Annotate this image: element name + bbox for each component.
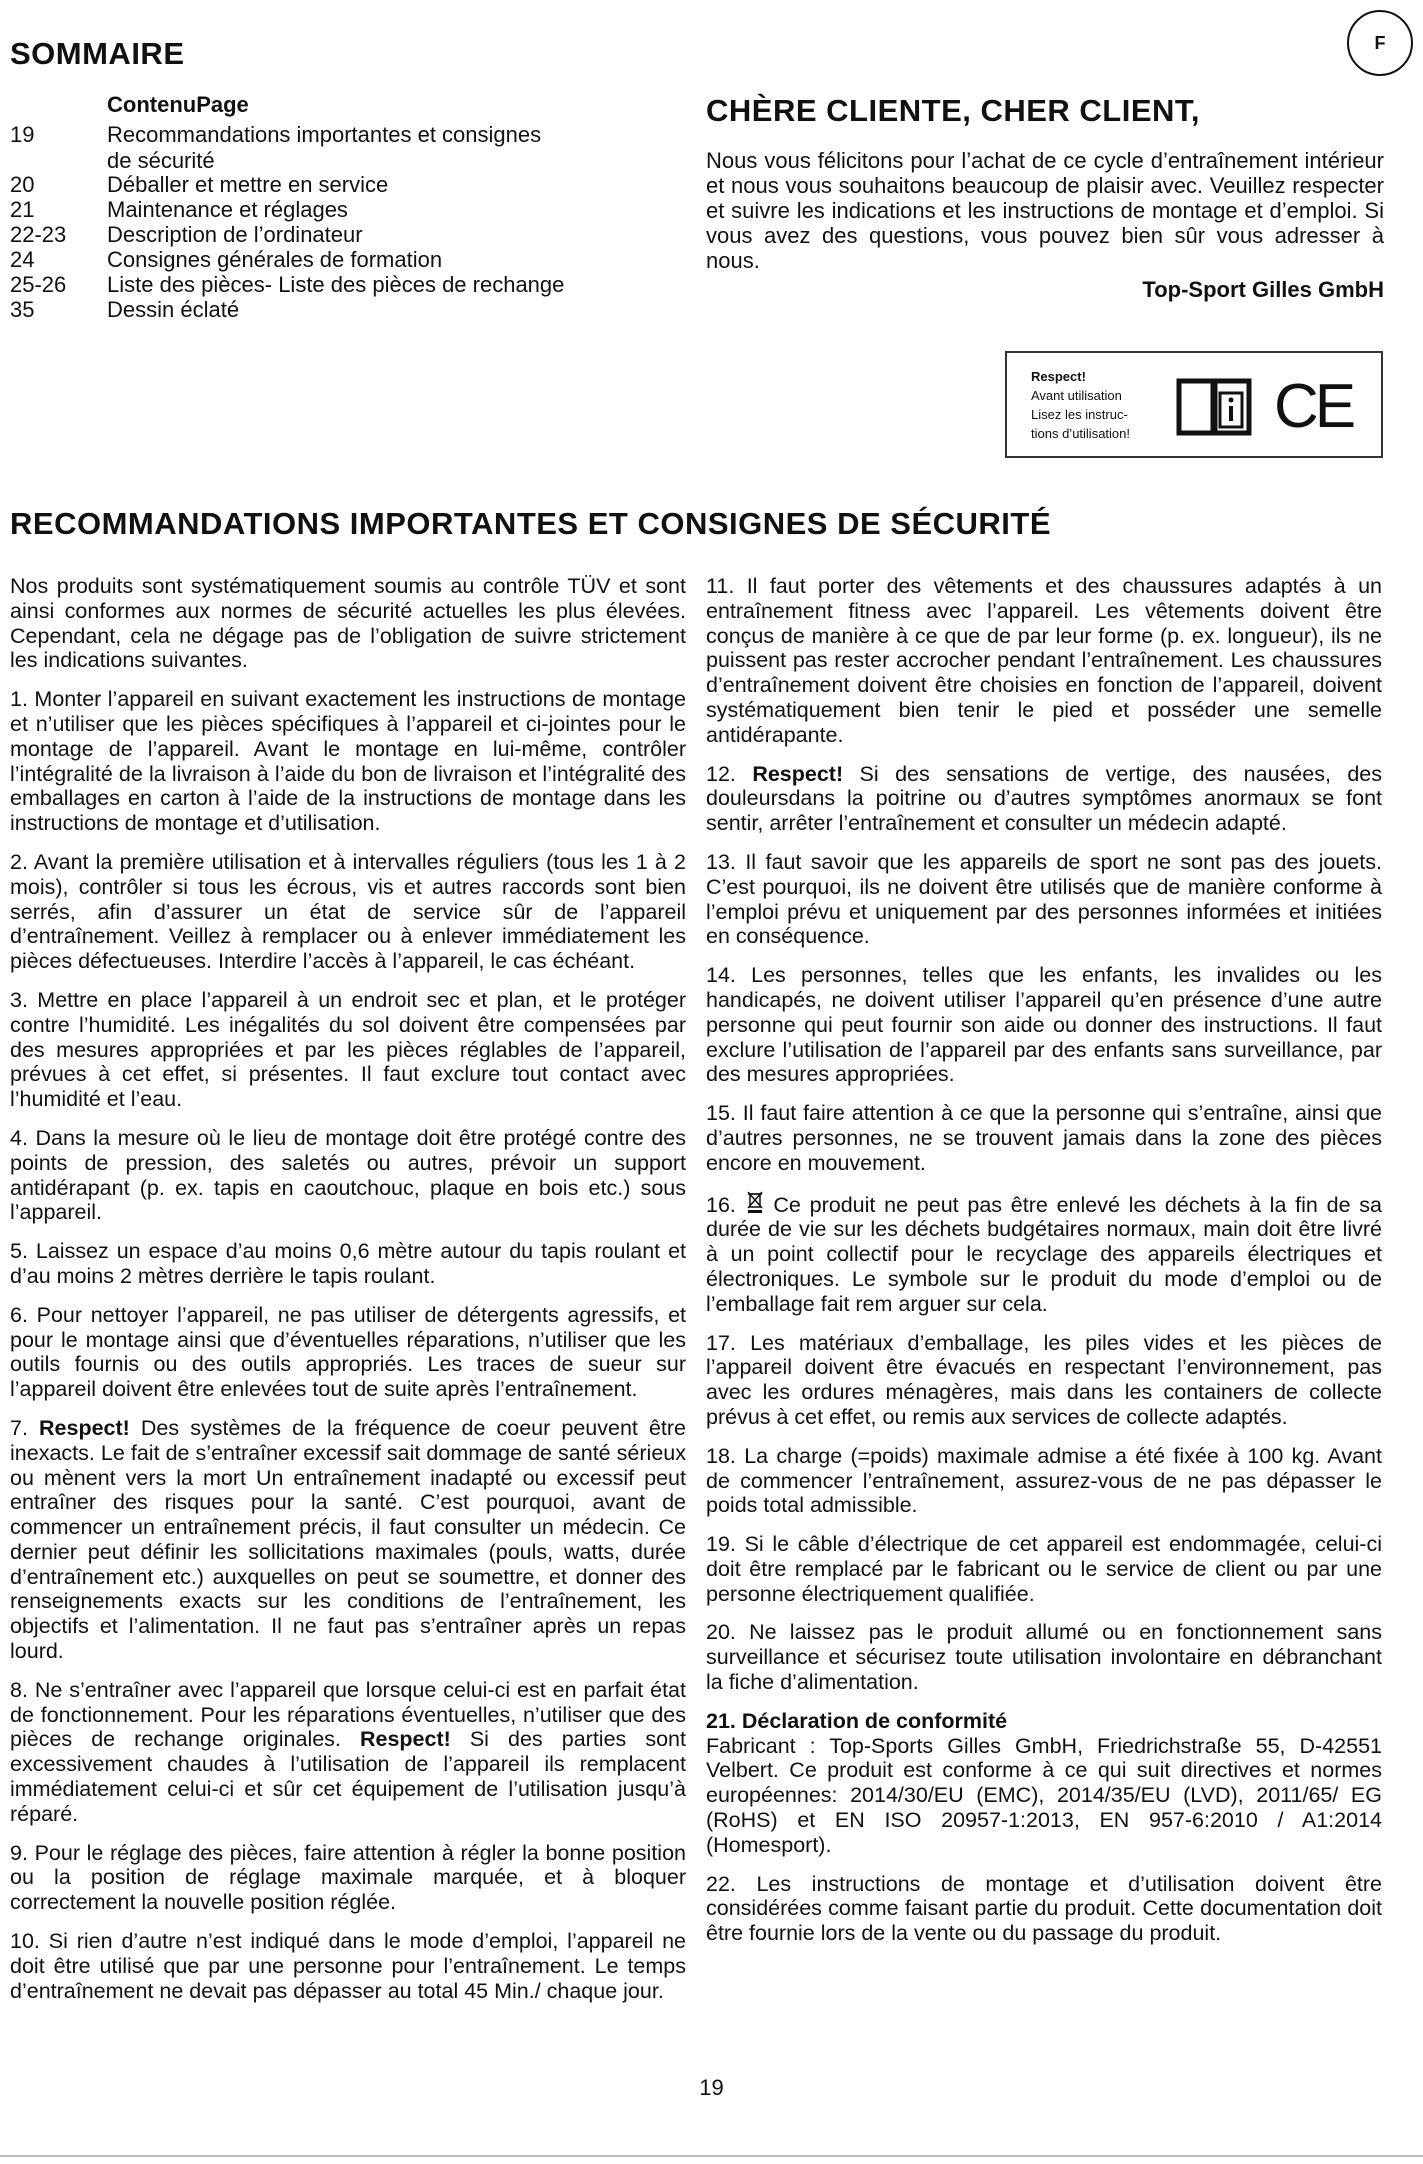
- safety-item: 22. Les instructions de montage et d’utilisation doivent être considérées comme faisant partie du produit. Cette documentation doit être fournie lors de la vente ou du passage du produit.: [706, 1871, 1382, 1946]
- safety-item: 8. Ne s’entraîner avec l’appareil que lorsque celui-ci est en parfait état de fonctionnement. Pour les réparations éventuelles, n’utiliser que des pièces de rechange originales. Respect! Si des parties sont excessivement chaudes à l’utilisation de l’appareil ils remplacent immédiatement celui-ci et sûr cet équipement de l’utilisation jusqu’à réparé.: [10, 1677, 686, 1826]
- safety-intro: Nos produits sont systématiquement soumis au contrôle TÜV et sont ainsi conformes aux normes de sécurité actuelles les plus élevées. Cependant, cela ne dégage pas de l’obligation de suivre strictement les indications suivantes.: [10, 574, 686, 673]
- toc-row: [10, 122, 587, 148]
- page-bottom-divider: [0, 2155, 1423, 2157]
- toc-page: 21: [10, 197, 35, 222]
- toc-header: ContenuPage: [107, 92, 249, 117]
- greeting-text: Nous vous félicitons pour l’achat de ce cycle d’entraînement intérieur et nous vous souhaitons beaucoup de plaisir avec. Veuillez respecter et suivre les indications et les instructions de montage et d’emploi. Si vous avez des questions, vous pouvez bien sûr vous adresser à nous.: [706, 148, 1384, 273]
- toc-page: 22-23: [10, 222, 67, 247]
- declaration-text: Fabricant : Top-Sports Gilles GmbH, Friedrichstraße 55, D-42551 Velbert. Ce produit est conforme à ce qui suit directives et normes européennes: 2014/30/EU (EMC), 2014/35/EU (LVD), 2011/65/ EG (RoHS) et EN ISO 20957-1:2013, EN 957-6:2010 / A1:2014 (Homesport).: [706, 1733, 1382, 1857]
- declaration-title: 21. Déclaration de conformité: [706, 1708, 1008, 1733]
- declaration-of-conformity: [706, 1709, 1382, 1858]
- toc-text: Liste des pièces- Liste des pièces de rechange: [107, 272, 565, 297]
- respect-line: Avant utilisation: [1031, 388, 1122, 403]
- toc-row: [10, 148, 587, 174]
- respect-line: Lisez les instruc-: [1031, 407, 1128, 422]
- safety-item: 6. Pour nettoyer l’appareil, ne pas utiliser de détergents agressifs, et pour le montage ainsi que d’éventuelles réparations, n’utiliser que les outils fournis ou des outils appropriés. Les traces de sueur sur l’appareil doivent être enlevées tout de suite après l’entraînement.: [10, 1302, 686, 1402]
- respect-notice-text: [1031, 367, 1130, 443]
- safety-item: 14. Les personnes, telles que les enfants, les invalides ou les handicapés, ne doivent utiliser l’appareil qu’en présence d’une autre personne qui peut fournir son aide ou donner des instructions. Il faut exclure l’utilisation de l’appareil par des enfants sans surveillance, par des mesures appropriées.: [706, 963, 1382, 1087]
- safety-item: 1. Monter l’appareil en suivant exactement les instructions de montage et n’utiliser que les pièces spécifiques à l’appareil et ci-jointes pour le montage de l’appareil. Avant le montage en lui-même, contrôler l’intégralité de la livraison à l’aide du bon de livraison et l’intégralité des emballages en carton à l’aide de la instructions de montage dans les instructions de montage et d’utilisation.: [10, 687, 686, 836]
- safety-item: 18. La charge (=poids) maximale admise a été fixée à 100 kg. Avant de commencer l’entraînement, assurez-vous de ne pas dépasser le poids total admissible.: [706, 1443, 1382, 1518]
- safety-section-title: RECOMMANDATIONS IMPORTANTES ET CONSIGNES DE SÉCURITÉ: [10, 506, 1052, 541]
- toc-text: Consignes générales de formation: [107, 247, 443, 272]
- sommaire-title: SOMMAIRE: [10, 36, 185, 71]
- toc-row: [10, 197, 587, 223]
- safety-column-left: [10, 574, 686, 2017]
- toc-row: [10, 172, 587, 198]
- weee-bin-icon: [745, 1190, 765, 1214]
- toc-text: de sécurité: [107, 148, 215, 173]
- safety-item: 16. Ce produit ne peut pas être enlevé les déchets à la fin de sa durée de vie sur les déchets budgétaires normaux, main doit être livré à un point collectif pour le recyclage des appareils électriques et électroniques. Le symbole sur le produit du mode d’emploi ou de l’emballage fait rem arguer sur cela.: [706, 1190, 1382, 1317]
- toc-text: Description de l’ordinateur: [107, 222, 363, 247]
- respect-label: Respect!: [1031, 369, 1086, 384]
- respect-notice-box: [1005, 351, 1383, 458]
- safety-item: 4. Dans la mesure où le lieu de montage doit être protégé contre des points de pression, des saletés ou autres, prévoir un support antidérapant (p. ex. tapis en caoutchouc, plaque en bois etc.) sous l’appareil.: [10, 1125, 686, 1225]
- safety-item: 9. Pour le réglage des pièces, faire attention à régler la bonne position ou la position de réglage maximale marquée, et à bloquer correctement la nouvelle position réglée.: [10, 1840, 686, 1915]
- greeting-title: CHÈRE CLIENTE, CHER CLIENT,: [706, 93, 1201, 128]
- safety-item: 10. Si rien d’autre n’est indiqué dans le mode d’emploi, l’appareil ne doit être utilisé que par une personne pour l’entraînement. Le temps d’entraînement ne devait pas dépasser au total 45 Min./ chaque jour.: [10, 1929, 686, 2003]
- safety-item: 5. Laissez un espace d’au moins 0,6 mètre autour du tapis roulant et d’au moins 2 mètres derrière le tapis roulant.: [10, 1239, 686, 1288]
- read-manual-icon: [1175, 375, 1253, 437]
- toc-row: [10, 222, 587, 248]
- toc-page: 35: [10, 297, 35, 322]
- toc-text: Déballer et mettre en service: [107, 172, 389, 197]
- toc-page: 19: [10, 122, 35, 147]
- page-number: 19: [699, 2075, 724, 2100]
- toc-page: [10, 148, 107, 174]
- toc-text: Maintenance et réglages: [107, 197, 348, 222]
- respect-line: tions d’utilisation!: [1031, 426, 1130, 441]
- safety-item: 13. Il faut savoir que les appareils de sport ne sont pas des jouets. C’est pourquoi, ils ne doivent être utilisés que de manière conforme à l’emploi prévu et uniquement par des personnes informées et initiées en conséquence.: [706, 849, 1382, 949]
- safety-item: 3. Mettre en place l’appareil à un endroit sec et plan, et le protéger contre l’humidité. Les inégalités du sol doivent être compensées par des mesures appropriées et par les pièces réglables de l’appareil, prévues à cet effet, si présentes. Il faut exclure tout contact avec l’humidité et l’eau.: [10, 987, 686, 1112]
- toc-page: 25-26: [10, 272, 67, 297]
- toc-text: Dessin éclaté: [107, 297, 240, 322]
- safety-column-right: [706, 574, 1382, 1960]
- toc-row: [10, 247, 587, 273]
- safety-item: 15. Il faut faire attention à ce que la personne qui s’entraîne, ainsi que d’autres personnes, ne se trouvent jamais dans la zone des pièces encore en mouvement.: [706, 1101, 1382, 1175]
- language-badge: F: [1347, 10, 1413, 76]
- toc-row: [10, 272, 587, 298]
- safety-item: 7. Respect! Des systèmes de la fréquence de coeur peuvent être inexacts. Le fait de s’entraîner excessif sait dommage de santé sérieux ou mènent vers la mort Un entraînement inadapté ou excessif peut entraîner des risques pour la santé. C’est pourquoi, avant de commencer un entraînement précis, il faut consulter un médecin. Ce dernier peut définir les sollicitations maximales (pouls, watts, durée d’entraînement etc.) auxquelles on peut se soumettre, et donner des renseignements exacts sur les conditions de l’entraînement, les objectifs et l’alimentation. Il ne faut pas s’entraîner après un repas lourd.: [10, 1415, 686, 1664]
- safety-item: 17. Les matériaux d’emballage, les piles vides et les pièces de l’appareil doivent être évacués en respectant l’environnement, pas avec les ordures ménagères, mais dans les containers de collecte prévus à cet effet, ou remis aux services de collecte adaptés.: [706, 1330, 1382, 1429]
- safety-item: 20. Ne laissez pas le produit allumé ou en fonctionnement sans surveillance et sécurisez toute utilisation involontaire en débranchant la fiche d’alimentation.: [706, 1620, 1382, 1695]
- safety-item: 2. Avant la première utilisation et à intervalles réguliers (tous les 1 à 2 mois), contrôler si tous les écrous, vis et autres raccords sont bien serrés, afin d’assurer un état de service sûr de l’appareil d’entraînement. Veillez à remplacer ou à enlever immédiatement les pièces défectueuses. Interdire l’accès à l’appareil, le cas échéant.: [10, 849, 686, 974]
- company-signature: Top-Sport Gilles GmbH: [1142, 277, 1384, 302]
- toc-page: 24: [10, 247, 35, 272]
- ce-mark: CE: [1274, 372, 1353, 441]
- safety-item: 11. Il faut porter des vêtements et des chaussures adaptés à un entraînement fitness avec l’appareil. Les vêtements doivent être conçus de manière à ce que de par leur forme (p. ex. longueur), ils ne puissent pas rester accrocher pendant l’entraînement. Les chaussures d’entraînement doivent être choisies en fonction de l’appareil, doivent systématiquement bien tenir le pied et posséder une semelle antidérapante.: [706, 574, 1382, 747]
- toc-row: [10, 297, 587, 323]
- toc-page: 20: [10, 172, 35, 197]
- safety-item: 19. Si le câble d’électrique de cet appareil est endommagée, celui-ci doit être remplacé par le fabricant ou le service de client ou par une personne électriquement qualifiée.: [706, 1532, 1382, 1606]
- safety-item: 12. Respect! Si des sensations de vertige, des nausées, des douleursdans la poitrine ou d’autres symptômes anormaux se font sentir, arrêter l’entraînement et consulter un médecin adapté.: [706, 761, 1382, 836]
- toc-text: Recommandations importantes et consignes: [107, 122, 542, 147]
